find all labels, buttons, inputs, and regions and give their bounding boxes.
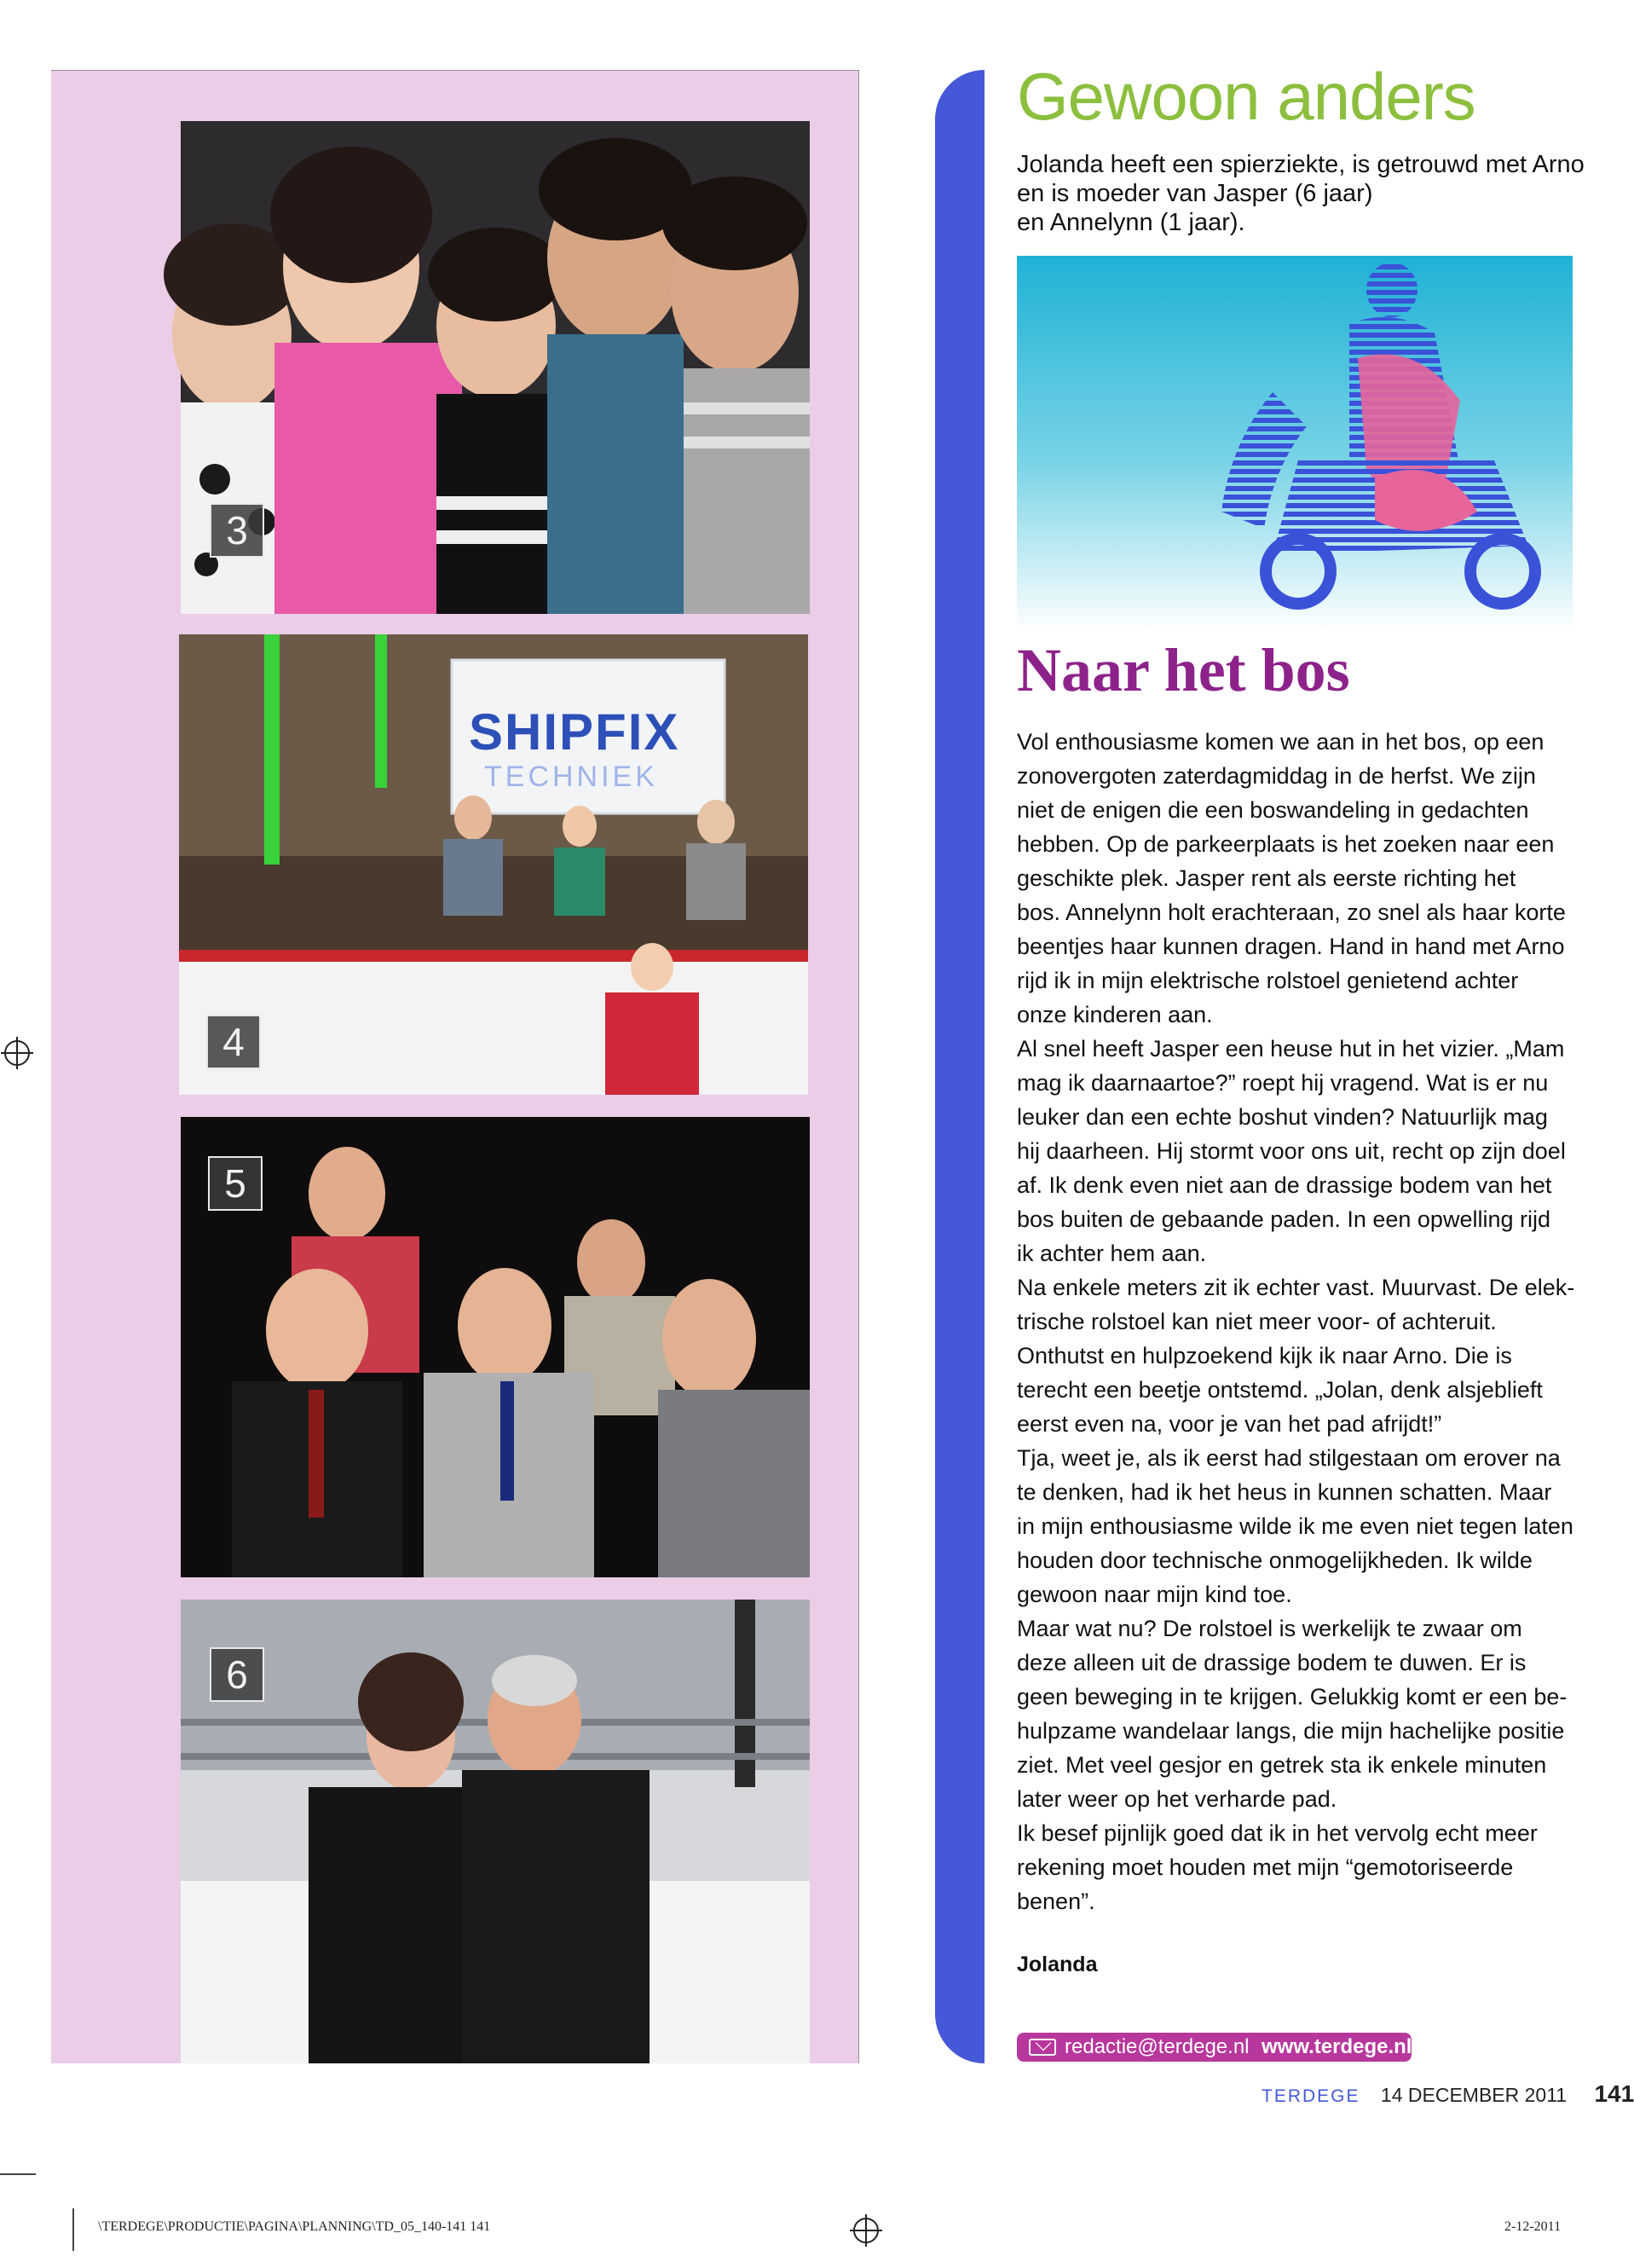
author-signature: Jolanda — [1017, 1953, 1098, 1976]
article-line: ik achter hem aan. — [1017, 1241, 1207, 1266]
article-line: geschikte plek. Jasper rent als eerste richting het — [1017, 865, 1516, 891]
registration-mark-icon — [4, 1040, 30, 1066]
article-title: Naar het bos — [1017, 636, 1350, 704]
issue-date: 14 DECEMBER 2011 — [1380, 2084, 1568, 2106]
couple-in-snow-photo — [181, 1600, 810, 2063]
article-line: mag ik daarnaartoe?” roept hij vragend. Wat is er nu — [1017, 1070, 1549, 1096]
article-line: terecht een beetje ontstemd. „Jolan, denk alsjeblieft — [1017, 1377, 1543, 1403]
article-line: hij daarheen. Hij stormt voor ons uit, recht op zijn doel — [1017, 1138, 1566, 1164]
article-line: Al snel heeft Jasper een heuse hut in het vizier. „Mam — [1017, 1036, 1565, 1062]
registration-mark-icon — [853, 2218, 879, 2243]
envelope-icon — [1029, 2039, 1056, 2056]
article-line: eerst even na, voor je van het pad afrijdt!” — [1017, 1411, 1442, 1437]
article-line: in mijn enthousiasme wilde ik me even niet tegen laten — [1017, 1513, 1573, 1539]
page-footer — [1262, 2080, 1634, 2108]
article-line: houden door technische onmogelijkheden. Ik wilde — [1017, 1548, 1533, 1573]
wheelchair-figure-icon — [1017, 256, 1573, 631]
wheelchair-illustration — [1017, 256, 1573, 631]
banner-techniek: TECHNIEK — [484, 761, 658, 793]
article-line: Onthutst en hulpzoekend kijk ik naar Arno. Die is — [1017, 1343, 1512, 1368]
article-line: bos. Annelynn holt erachteraan, zo snel als haar korte — [1017, 900, 1566, 925]
photo-number-badge: 4 — [206, 1015, 261, 1069]
article-line: geen beweging in te krijgen. Gelukkig komt er een be- — [1017, 1684, 1568, 1710]
article-line: Na enkele meters zit ik echter vast. Muurvast. De elek- — [1017, 1275, 1575, 1300]
article-line: hulpzame wandelaar langs, die mijn hachelijke positie — [1017, 1718, 1565, 1744]
article-line: bos buiten de gebaande paden. In een opwelling rijd — [1017, 1206, 1550, 1232]
article-line: rijd ik in mijn elektrische rolstoel genietend achter — [1017, 968, 1519, 993]
article-line: gewoon naar mijn kind toe. — [1017, 1582, 1292, 1607]
article-line: ziet. Met veel gesjor en getrek sta ik enkele minuten — [1017, 1752, 1547, 1778]
article-line: zonovergoten zaterdagmiddag in de herfst. We zijn — [1017, 763, 1536, 789]
article-body — [1017, 725, 1573, 1918]
email-link[interactable]: redactie@terdege.nl — [1065, 2035, 1250, 2058]
banner-shipfix: SHIPFIX — [469, 703, 680, 761]
article-line: beentjes haar kunnen dragen. Hand in hand met Arno — [1017, 934, 1565, 959]
children-shipfix-photo — [179, 634, 808, 1095]
print-slug-date: 2-12-2011 — [1504, 2219, 1562, 2234]
page-number: 141 — [1594, 2080, 1634, 2107]
article-line: rekening moet houden met mijn “gemotoriseerde — [1017, 1854, 1514, 1880]
magazine-name: TERDEGE — [1262, 2086, 1360, 2106]
contact-bar — [1017, 2033, 1412, 2062]
photo-number-badge: 6 — [210, 1647, 264, 1702]
article-line: Maar wat nu? De rolstoel is werkelijk te zwaar om — [1017, 1616, 1522, 1641]
five-children-photo — [181, 121, 810, 614]
article-line: later weer op het verharde pad. — [1017, 1786, 1337, 1812]
crop-mark — [72, 2208, 74, 2251]
article-line: Ik besef pijnlijk goed dat ik in het vervolg echt meer — [1017, 1820, 1538, 1846]
article-line: leuker dan een echte boshut vinden? Natuurlijk mag — [1017, 1104, 1548, 1130]
intro-line: en is moeder van Jasper (6 jaar) — [1017, 180, 1373, 207]
five-men-photo — [181, 1117, 810, 1577]
five-men-illustration — [181, 1117, 810, 1577]
column-title: Gewoon anders — [1017, 59, 1475, 134]
column-intro — [1017, 150, 1585, 237]
article-line: onze kinderen aan. — [1017, 1002, 1213, 1027]
print-slug: \TERDEGE\PRODUCTIE\PAGINA\PLANNING\TD_05_140-141 141 — [98, 2219, 491, 2234]
five-children-illustration — [181, 121, 810, 614]
article-line: trische rolstoel kan niet meer voor- of achteruit. — [1017, 1309, 1497, 1334]
article-line: Tja, weet je, als ik eerst had stilgestaan om erover na — [1017, 1445, 1561, 1471]
snow-scene-illustration — [181, 1600, 810, 2063]
article-line: te denken, had ik het heus in kunnen schatten. Maar — [1017, 1479, 1552, 1505]
article-line: hebben. Op de parkeerplaats is het zoeken naar een — [1017, 831, 1555, 857]
website-link[interactable]: www.terdege.nl — [1262, 2035, 1412, 2058]
article-line: niet de enigen die een boswandeling in gedachten — [1017, 797, 1529, 823]
photo-number-badge: 3 — [210, 503, 264, 558]
article-line: benen”. — [1017, 1889, 1095, 1914]
intro-line: en Annelynn (1 jaar). — [1017, 209, 1245, 236]
crop-mark — [0, 2173, 36, 2175]
column-accent-bar — [935, 70, 984, 2063]
intro-line: Jolanda heeft een spierziekte, is getrouwd met Arno — [1017, 151, 1585, 178]
article-line: Vol enthousiasme komen we aan in het bos, op een — [1017, 729, 1545, 755]
article-line: deze alleen uit de drassige bodem te duwen. Er is — [1017, 1650, 1527, 1675]
photo-number-badge: 5 — [208, 1156, 263, 1211]
article-line: af. Ik denk even niet aan de drassige bodem van het — [1017, 1172, 1552, 1198]
